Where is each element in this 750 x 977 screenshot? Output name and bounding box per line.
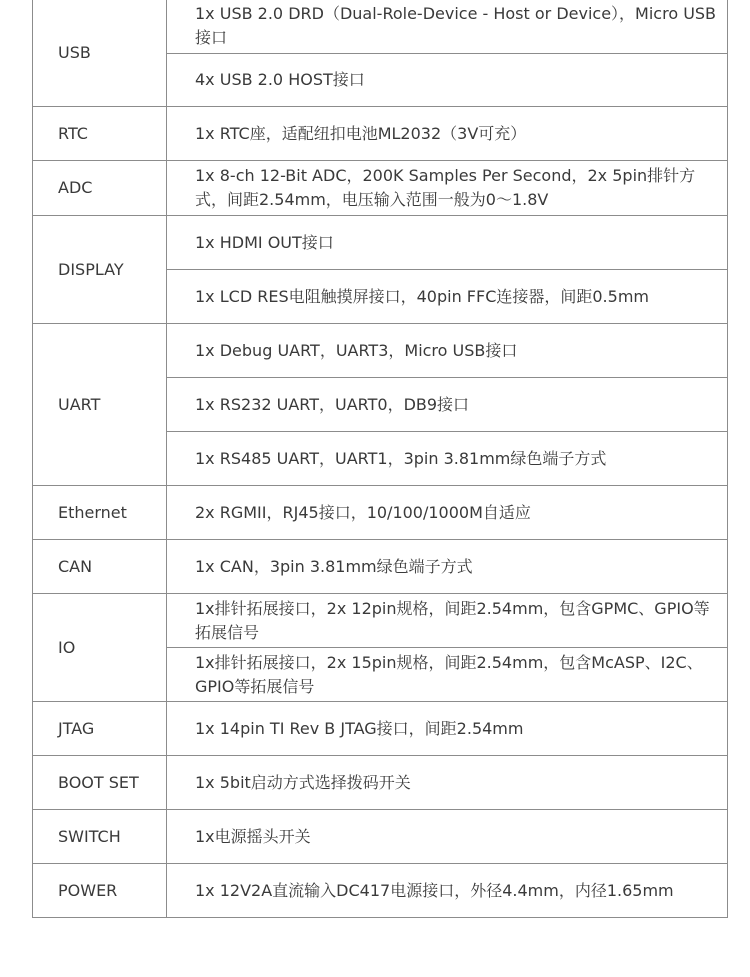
spec-value: 1x 12V2A直流输入DC417电源接口，外径4.4mm，内径1.65mm [167,864,728,918]
spec-value: 1x 8-ch 12-Bit ADC，200K Samples Per Second，2x 5pin排针方式，间距2.54mm，电压输入范围一般为0～1.8V [167,161,728,216]
spec-value: 1x 14pin TI Rev B JTAG接口，间距2.54mm [167,702,728,756]
spec-value: 1x CAN，3pin 3.81mm绿色端子方式 [167,540,728,594]
spec-value: 1x LCD RES电阻触摸屏接口，40pin FFC连接器，间距0.5mm [167,270,728,324]
spec-name: IO [33,594,167,702]
spec-row-usb [33,0,728,54]
spec-row-can [33,540,728,594]
spec-name: BOOT SET [33,756,167,810]
spec-name: CAN [33,540,167,594]
spec-value: 1x排针拓展接口，2x 15pin规格，间距2.54mm，包含McASP、I2C、GPIO等拓展信号 [167,648,728,702]
spec-value: 1x RTC座，适配纽扣电池ML2032（3V可充） [167,107,728,161]
spec-value: 1x Debug UART，UART3，Micro USB接口 [167,324,728,378]
spec-value: 1x电源摇头开关 [167,810,728,864]
spec-row-io [33,594,728,648]
spec-value: 1x USB 2.0 DRD（Dual-Role-Device - Host or Device），Micro USB接口 [167,0,728,54]
spec-value: 1x RS485 UART，UART1，3pin 3.81mm绿色端子方式 [167,432,728,486]
spec-table [32,0,728,918]
spec-row-power [33,864,728,918]
spec-name: SWITCH [33,810,167,864]
spec-value: 1x RS232 UART，UART0，DB9接口 [167,378,728,432]
spec-value: 2x RGMII，RJ45接口，10/100/1000M自适应 [167,486,728,540]
spec-row-rtc [33,107,728,161]
spec-name: JTAG [33,702,167,756]
spec-name: UART [33,324,167,486]
spec-row-ethernet [33,486,728,540]
spec-row-adc [33,161,728,216]
spec-row-switch [33,810,728,864]
spec-row-display [33,216,728,270]
spec-row-boot-set [33,756,728,810]
spec-value: 1x 5bit启动方式选择拨码开关 [167,756,728,810]
spec-name: POWER [33,864,167,918]
spec-row-uart [33,324,728,378]
spec-name: ADC [33,161,167,216]
spec-value: 1x排针拓展接口，2x 12pin规格，间距2.54mm，包含GPMC、GPIO等拓展信号 [167,594,728,648]
spec-name: DISPLAY [33,216,167,324]
spec-name: Ethernet [33,486,167,540]
spec-name: RTC [33,107,167,161]
spec-value: 1x HDMI OUT接口 [167,216,728,270]
spec-value: 4x USB 2.0 HOST接口 [167,54,728,107]
spec-name: USB [33,0,167,107]
spec-row-jtag [33,702,728,756]
